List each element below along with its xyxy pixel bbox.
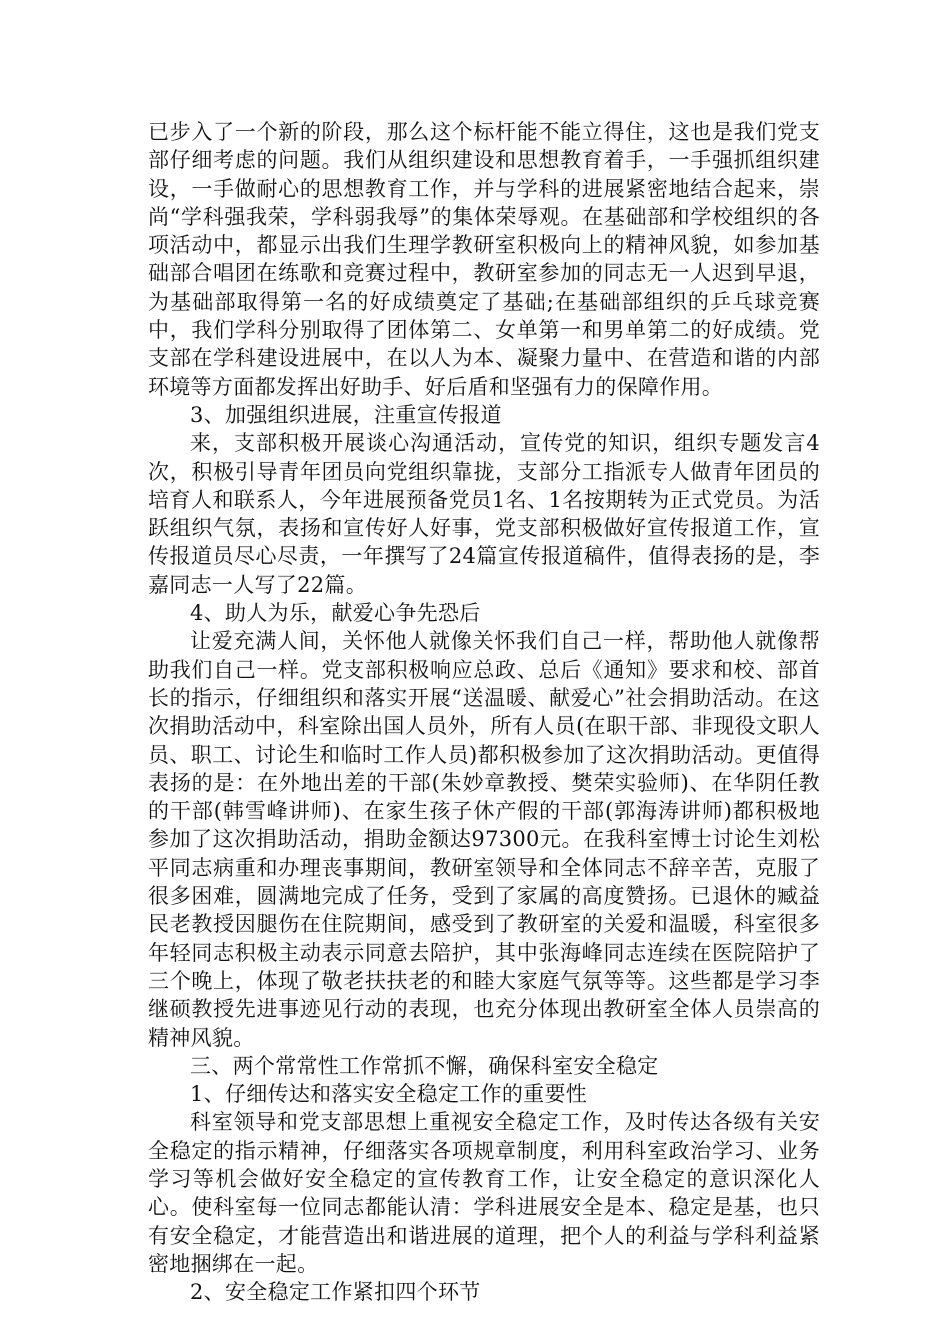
paragraph-helping-others: 让爱充满人间，关怀他人就像关怀我们自己一样，帮助他人就像帮助我们自己一样。党支部积极响应总政、总后《通知》要求和校、部首长的指示，仔细组织和落实开展“送温暖、献爱心”社会捐助活动。在这次捐助活动中，科室除出国人员外，所有人员(在职干部、非现役文职人员、职工、讨论生和临时工作人员)都积极参加了这次捐助活动。更值得表扬的是：在外地出差的干部(朱妙章教授、樊荣实验师)、在华阴任教的干部(韩雪峰讲师)、在家生孩子休产假的干部(郭海涛讲师)都积极地参加了这次捐助活动，捐助金额达97300元。在我科室博士讨论生刘松平同志病重和办理丧事期间，教研室领导和全体同志不辞辛苦，克服了很多困难，圆满地完成了任务，受到了家属的高度赞扬。已退休的臧益民老教授因腿伤在住院期间，感受到了教研室的关爱和温暖，科室很多年轻同志积极主动表示同意去陪护，其中张海峰同志连续在医院陪护了三个晚上，体现了敬老扶扶老的和睦大家庭气氛等等。这些都是学习李继硕教授先进事迹见行动的表现，也充分体现出教研室全体人员崇高的精神风貌。: [148, 629, 820, 1050]
paragraph-organization-publicity: 来，支部积极开展谈心沟通活动，宣传党的知识，组织专题发言4次，积极引导青年团员向党组织靠拢，支部分工指派专人做青年团员的培育人和联系人，今年进展预备党员1名、1名按期转为正式党员。为活跃组织气氛，表扬和宣传好人好事，党支部积极做好宣传报道工作，宣传报道员尽心尽责，一年撰写了24篇宣传报道稿件，值得表扬的是，李嘉同志一人写了22篇。: [148, 431, 820, 597]
heading-safety-importance: 1、仔细传达和落实安全稳定工作的重要性: [190, 1082, 588, 1107]
document-page: [148, 118, 820, 1306]
heading-helping-others: 4、助人为乐，献爱心争先恐后: [190, 601, 481, 626]
paragraph-party-building: 已步入了一个新的阶段，那么这个标杆能不能立得住，这也是我们党支部仔细考虑的问题。我们从组织建设和思想教育着手，一手强抓组织建设，一手做耐心的思想教育工作，并与学科的进展紧密地结合起来，崇尚“学科强我荣，学科弱我辱”的集体荣辱观。在基础部和学校组织的各项活动中，都显示出我们生理学教研室积极向上的精神风貌，如参加基础部合唱团在练歌和竞赛过程中，教研室参加的同志无一人迟到早退，为基础部取得第一名的好成绩奠定了基础;在基础部组织的乒乓球竞赛中，我们学科分别取得了团体第二、女单第一和男单第二的好成绩。党支部在学科建设进展中，在以人为本、凝聚力量中、在营造和谐的内部环境等方面都发挥出好助手、好后盾和坚强有力的保障作用。: [148, 120, 820, 399]
heading-safety-four-links: 2、安全稳定工作紧扣四个环节: [190, 1280, 481, 1305]
paragraph-safety-importance: 科室领导和党支部思想上重视安全稳定工作，及时传达各级有关安全稳定的指示精神，仔细落实各项规章制度，利用科室政治学习、业务学习等机会做好安全稳定的宣传教育工作，让安全稳定的意识深化人心。使科室每一位同志都能认清：学科进展安全是本、稳定是基，也只有安全稳定，才能营造出和谐进展的道理，把个人的利益与学科利益紧密地捆绑在一起。: [148, 1110, 820, 1276]
heading-section-three: 三、两个常常性工作常抓不懈，确保科室安全稳定: [190, 1053, 659, 1078]
heading-organization-publicity: 3、加强组织进展，注重宣传报道: [190, 402, 502, 427]
